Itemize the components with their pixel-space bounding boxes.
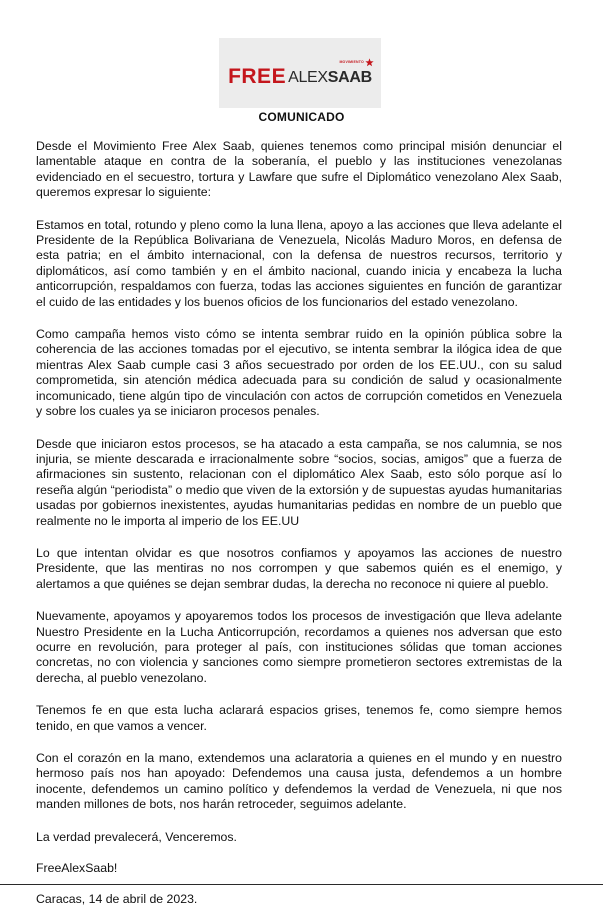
- logo-banner: [219, 38, 381, 108]
- paragraph-support: Estamos en total, rotundo y pleno como la luna llena, apoyo a las acciones que lleva adelante el Presidente de la República Bolivariana de Venezuela, Nicolás Maduro Moros, en defensa de esta patria; en el ámbito internacional, con la defensa de nuestros recursos, territorio y diplomáticos, así como también y en el ámbito nacional, cuando inicia y encabeza la lucha anticorrupción, respaldamos con fuerza, todas las acciones siguientes en función de garantizar el cuido de las entidades y los buenos oficios de los funcionarios del estado venezolano.: [36, 217, 562, 309]
- paragraph-campaign: Como campaña hemos visto cómo se intenta sembrar ruido en la opinión pública sobre la coherencia de las acciones tomadas por el ejecutivo, se intenta sembrar la ilógica idea de que mientras Alex Saab cumple casi 3 años secuestrado por orden de los EE.UU., con su salud comprometida, sin atención médica adecuada para su condición de salud y ocasionalmente incomunicado, tiene algún tipo de vinculación con actos de corrupción cometidos en Venezuela y sobre los cuales ya se iniciaron procesos penales.: [36, 327, 562, 419]
- paragraph-attacks: Desde que iniciaron estos procesos, se ha atacado a esta campaña, se nos calumnia, se nos injuria, se miente descarada e irracionalmente sobre “socios, socias, amigos” que a fuerza de afirmaciones sin sustento, relacionan con el diplomático Alex Saab, esto sólo porque así lo reseña algún “periodista” o medio que viven de la extorsión y de supuestas ayudas humanitarias usadas por gobiernos inexistentes, ayudas humanitarias pedidas en nombre de un pueblo que realmente no le importa al imperio de los EE.UU: [36, 436, 562, 528]
- paragraph-intro: Desde el Movimiento Free Alex Saab, quienes tenemos como principal misión denunciar el lamentable ataque en contra de la soberanía, el pueblo y las instituciones venezolanas evidenciado en el secuestro, tortura y Lawfare que sufre el Diplomático venezolano Alex Saab, queremos expresar lo siguiente:: [36, 139, 562, 200]
- logo-tagline: MOVIMIENTO: [339, 59, 364, 64]
- logo-alex-text: ALEX: [288, 68, 328, 86]
- hashtag-line: FreeAlexSaab!: [36, 861, 118, 876]
- document-title: COMUNICADO: [258, 110, 345, 124]
- logo-free-text: FREE: [228, 64, 287, 88]
- free-alex-saab-logo: [228, 59, 372, 88]
- date-line: Caracas, 14 de abril de 2023.: [36, 892, 198, 907]
- paragraph-clarification: Con el corazón en la mano, extendemos una aclaratoria a quienes en el mundo y en nuestro hermoso país nos han apoyado: Defendemos una causa justa, defendemos a un hombre inocente, defendemos un camino político y defendemos la verdad de Venezuela, ni que nos manden millones de bots, nos harán retroceder, seguimos adelante.: [36, 751, 562, 812]
- paragraph-trust: Lo que intentan olvidar es que nosotros confiamos y apoyamos las acciones de nuestro Presidente, que las mentiras no nos corrompen y que sabemos quién es el enemigo, y alertamos a que quiénes se dejan sembrar dudas, la derecha no reconoce ni quiere al pueblo.: [36, 545, 562, 591]
- communique-body: [36, 139, 562, 924]
- logo-saab-text: SAAB: [327, 68, 372, 86]
- paragraph-faith: Tenemos fe en que esta lucha aclarará espacios grises, tenemos fe, como siempre hemos tenido, en que vamos a vencer.: [36, 703, 562, 733]
- closing-line: La verdad prevalecerá, Venceremos.: [36, 829, 237, 844]
- page-bottom-divider: [0, 884, 603, 885]
- star-icon: [365, 58, 374, 67]
- paragraph-investigation: Nuevamente, apoyamos y apoyaremos todos los procesos de investigación que lleva adelante Nuestro Presidente en la Lucha Anticorrupción, recordamos a quienes nos adversan que esto ocurre en revolución, para proteger al país, con instituciones sólidas que toman acciones concretas, no con violencia y sanciones como siempre prometieron sectores extremistas de la derecha, al pueblo venezolano.: [36, 609, 562, 685]
